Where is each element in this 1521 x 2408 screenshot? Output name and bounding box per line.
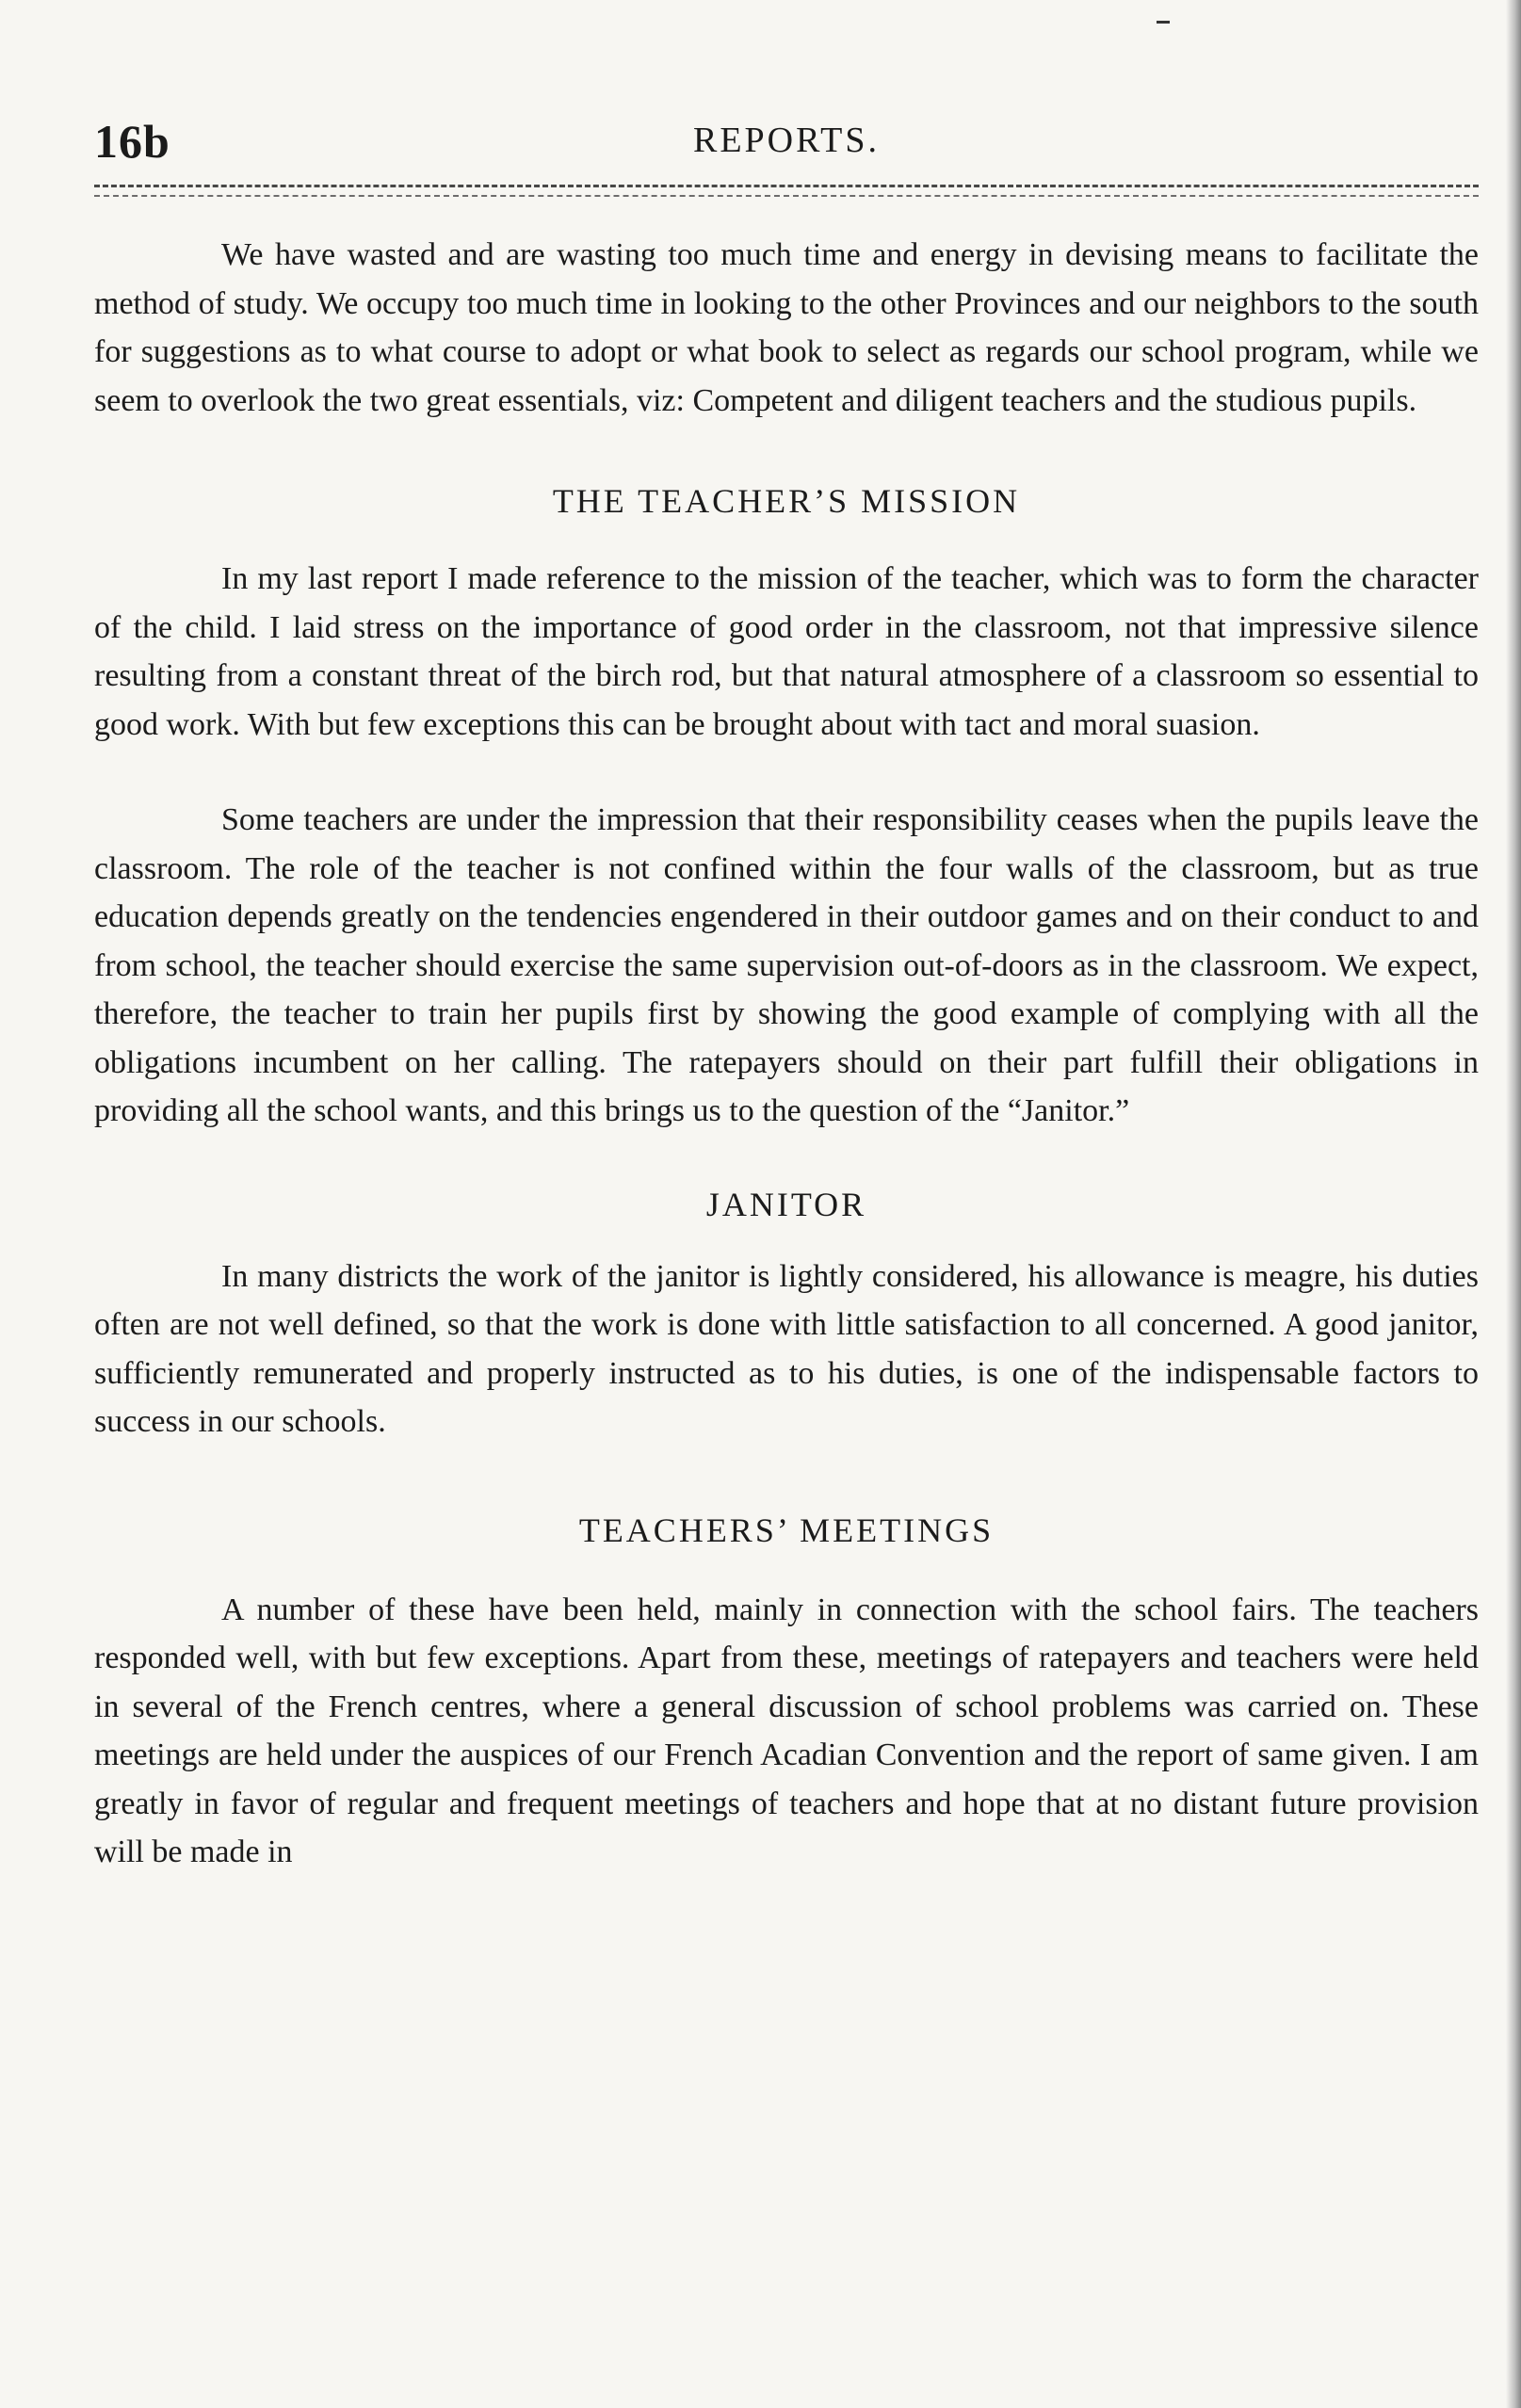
scan-mark (1157, 21, 1170, 24)
header-rule (94, 185, 1479, 197)
paragraph-meetings: A number of these have been held, mainly in connection with the school fairs. The teachers responded well, with but few exceptions. Apart from these, meetings of ratepayers and teachers were held in several of the French centres, where a general discussion of school problems was carried on. These meetings are held under the auspices of our French Acadian Convention and the report of same given. I am greatly in favor of regular and frequent meetings of teachers and hope that at no distant future provision will be made in (94, 1592, 1479, 1869)
intro-paragraph: We have wasted and are wasting too much time and energy in devising means to facilitate the method of study. We occupy too much time in looking to the other Provinces and our neighbors to the south for suggestions as to what course to adopt or what book to select as regards our school program, while we seem to overlook the two great essentials, viz: Competent and diligent teachers and the studious pupils. (94, 237, 1479, 418)
page-body (94, 231, 1479, 1877)
running-head: REPORTS. (692, 121, 881, 160)
paragraph-janitor: In many districts the work of the janitor is lightly considered, his allowance is meagre, his duties often are not well defined, so that the work is done with little satisfaction to all concerned. A good janitor, sufficiently remunerated and properly instructed as to his duties, is one of the indispensable factors to success in our schools. (94, 1258, 1479, 1439)
section-heading-teachers-mission: THE TEACHER’S MISSION (552, 482, 1021, 520)
section-heading-teachers-meetings: TEACHERS’ MEETINGS (578, 1511, 995, 1549)
paragraph-mission-1: In my last report I made reference to the mission of the teacher, which was to form the character of the child. I laid stress on the importance of good order in the classroom, not that impressive silence resulting from a constant threat of the birch rod, but that natural atmosphere of a classroom so essential to good work. With but few exceptions this can be brought about with tact and moral suasion. (94, 561, 1479, 742)
page-number: 16b (94, 115, 170, 168)
section-heading-janitor: JANITOR (705, 1185, 867, 1223)
paragraph-mission-2: Some teachers are under the impression that their responsibility ceases when the pupils leave the classroom. The role of the teacher is not confined within the four walls of the classroom, but as true education depends greatly on the tendencies engendered in their outdoor games and on their conduct to and from school, the teacher should exercise the same supervision out-of-doors as in the classroom. We expect, therefore, the teacher to train her pupils first by showing the good example of complying with all the obligations incumbent on her calling. The ratepayers should on their part fulfill their obligations in providing all the school wants, and this brings us to the question of the “Janitor.” (94, 802, 1479, 1128)
page-edge-shadow (1506, 0, 1521, 2408)
page-header (94, 113, 1479, 179)
